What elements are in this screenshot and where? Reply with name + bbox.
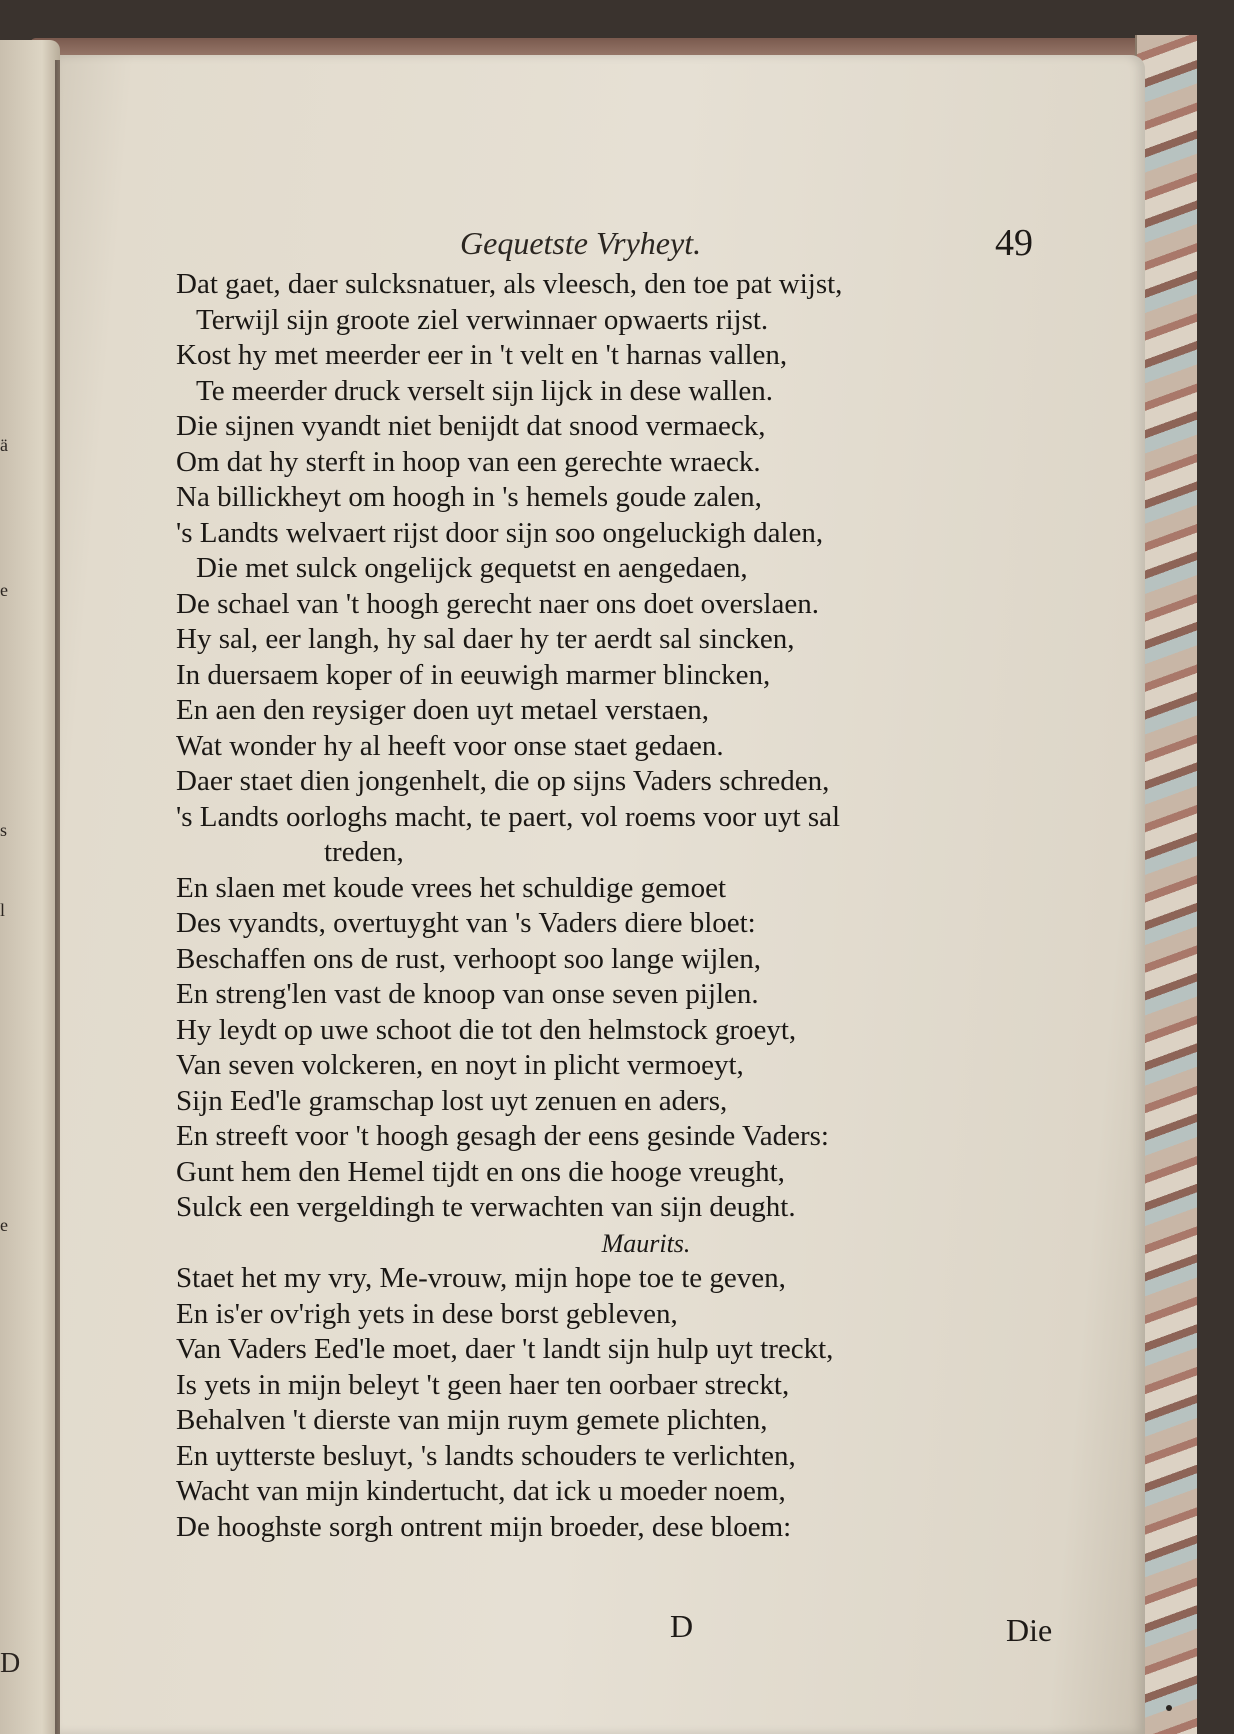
- verse-line: De schael van 't hoogh gerecht naer ons doet overslaen.: [176, 587, 819, 620]
- catchword: Die: [1006, 1612, 1053, 1648]
- left-edge-mark: s: [0, 820, 8, 840]
- verse-line: Wacht van mijn kindertucht, dat ick u moeder noem,: [176, 1475, 786, 1507]
- verse-line: 's Landts oorloghs macht, te paert, vol roems voor uyt sal: [176, 800, 841, 833]
- verse-line: Gunt hem den Hemel tijdt en ons die hooge vreught,: [176, 1155, 785, 1188]
- verse-line: Behalven 't dierste van mijn ruym gemete plichten,: [176, 1404, 768, 1436]
- verse-line: Van Vaders Eed'le moet, daer 't landt sijn hulp uyt treckt,: [176, 1333, 834, 1365]
- left-edge-mark: ä: [0, 435, 8, 455]
- verse-line: Te meerder druck verselt sijn lijck in dese wallen.: [196, 374, 773, 407]
- verse-line: En uytterste besluyt, 's landts schouders te verlichten,: [176, 1439, 796, 1472]
- verse-line: Kost hy met meerder eer in 't velt en 't harnas vallen,: [176, 339, 788, 371]
- speaker-name: Maurits.: [601, 1228, 691, 1258]
- verse-line: Na billickheyt om hoogh in 's hemels goude zalen,: [176, 481, 762, 513]
- verse-line: 's Landts welvaert rijst door sijn soo ongeluckigh dalen,: [176, 516, 824, 549]
- verse-line: En is'er ov'righ yets in dese borst gebleven,: [176, 1297, 678, 1330]
- verse-line: Om dat hy sterft in hoop van een gerechte wraeck.: [176, 445, 761, 478]
- ink-dot: [1166, 1705, 1172, 1711]
- signature-mark: D: [670, 1608, 694, 1644]
- verse-line-continuation: treden,: [324, 836, 404, 868]
- verse-line: In duersaem koper of in eeuwigh marmer blincken,: [176, 658, 771, 691]
- verse-line: En streeft voor 't hoogh gesagh der eens gesinde Vaders:: [176, 1120, 829, 1152]
- verse-line: En slaen met koude vrees het schuldige gemoet: [176, 871, 727, 904]
- verse-line: Wat wonder hy al heeft voor onse staet gedaen.: [176, 729, 724, 762]
- book-page: [60, 55, 1145, 1734]
- left-edge-mark: e: [0, 580, 8, 600]
- verse-line: Sulck een vergeldingh te verwachten van sijn deught.: [176, 1191, 796, 1223]
- verse-line: Staet het my vry, Me-vrouw, mijn hope toe te geven,: [176, 1262, 786, 1294]
- left-edge-mark: e: [0, 1215, 8, 1235]
- verse-line: En streng'len vast de knoop van onse seven pijlen.: [176, 978, 759, 1010]
- verse-line: Terwijl sijn groote ziel verwinnaer opwaerts rijst.: [196, 303, 769, 336]
- verse-line: De hooghste sorgh ontrent mijn broeder, dese bloem:: [176, 1510, 792, 1543]
- left-page-edge: [0, 40, 60, 1734]
- verse-line: Dat gaet, daer sulcksnatuer, als vleesch, den toe pat wijst,: [176, 268, 843, 300]
- verse-line: En aen den reysiger doen uyt metael verstaen,: [176, 694, 710, 726]
- verse-line: Des vyandts, overtuyght van 's Vaders diere bloet:: [176, 907, 756, 939]
- verse-line: Beschaffen ons de rust, verhoopt soo lange wijlen,: [176, 942, 761, 975]
- page-header: [60, 222, 1145, 265]
- verse-line: Hy sal, eer langh, hy sal daer hy ter aerdt sal sincken,: [176, 623, 795, 655]
- left-edge-mark: l: [0, 900, 6, 920]
- verse-line: Daer staet dien jongenhelt, die op sijns Vaders schreden,: [176, 765, 830, 797]
- verse-line: Van seven volckeren, en noyt in plicht vermoeyt,: [176, 1049, 744, 1081]
- verse-line: Is yets in mijn beleyt 't geen haer ten oorbaer streckt,: [176, 1368, 790, 1401]
- verse-line: Die met sulck ongelijck gequetst en aengedaen,: [196, 552, 748, 584]
- verse-text: [176, 267, 1076, 1545]
- page-number: 49: [995, 222, 1033, 264]
- verse-line: Sijn Eed'le gramschap lost uyt zenuen en aders,: [176, 1084, 728, 1117]
- left-edge-mark: D: [0, 1648, 21, 1679]
- verse-line: Hy leydt op uwe schoot die tot den helmstock groeyt,: [176, 1013, 797, 1046]
- running-head: Gequetste Vryheyt.: [460, 225, 702, 261]
- verse-line: Die sijnen vyandt niet benijdt dat snood vermaeck,: [176, 410, 766, 442]
